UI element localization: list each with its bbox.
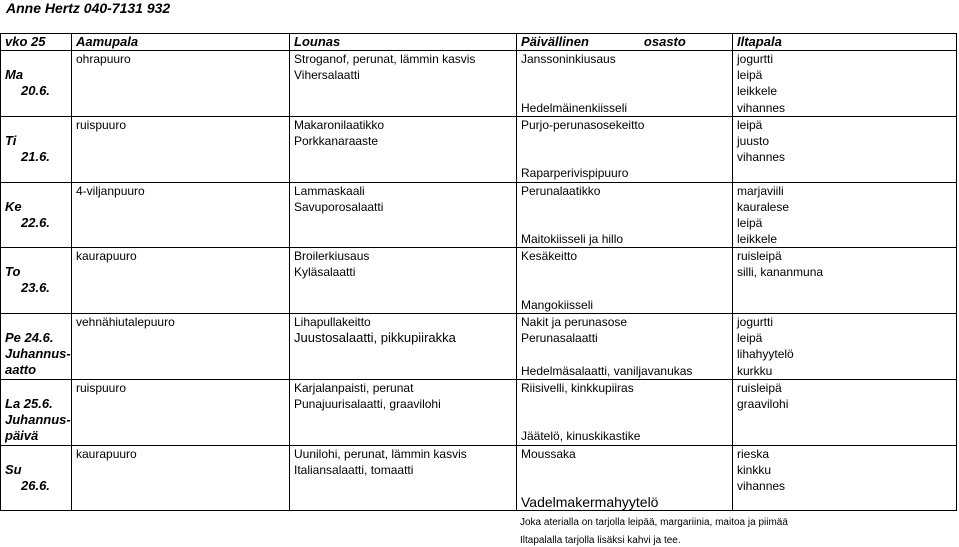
lunch-item [294,478,516,494]
day-row [1,182,957,248]
dinner-item [521,133,732,149]
evening-item: vihannes [737,100,786,115]
dinner-item: Vadelmakermahyytelö [521,494,659,511]
lunch-item: Porkkanaraaste [294,133,379,148]
day-label: Ma [5,67,24,82]
dinner-item [521,462,732,478]
lunch-item: Kyläsalaatti [294,265,356,280]
lunch-cell [290,379,517,445]
breakfast-cell [72,182,290,248]
breakfast-item: kaurapuuro [76,446,137,461]
evening-item: rieska [737,446,770,461]
page-title: Anne Hertz 040-7131 932 [6,0,171,16]
dinner-item: Maitokiisseli ja hillo [521,232,624,247]
lunch-item [294,363,516,379]
breakfast-item [76,281,289,297]
lunch-item [294,215,516,231]
evening-cell [733,379,957,445]
lunch-header: Lounas [290,34,517,51]
breakfast-item [76,478,289,494]
breakfast-item [76,215,289,231]
day-row [1,116,957,182]
evening-header: Iltapala [733,34,957,51]
lunch-item: Uunilohi, perunat, lämmin kasvis [294,446,467,461]
breakfast-item [76,363,289,379]
evening-item: leikkele [737,84,778,99]
date-label: 20.6. [21,83,50,98]
breakfast-item [76,67,289,83]
dinner-item: Hedelmäsalaatti, vaniljavanukas [521,363,693,378]
lunch-item [294,165,516,181]
day-row [1,445,957,511]
holiday-label-cont: päivä [5,427,39,443]
evening-cell [733,116,957,182]
day-cell [1,51,72,117]
day-label: Su [5,461,22,477]
day-label: La 25.6. [5,395,53,411]
evening-item: jogurtti [737,52,774,66]
lunch-cell [290,116,517,182]
evening-item: leipä [737,117,763,132]
dinner-item: Moussaka [521,446,576,461]
breakfast-item [76,83,289,99]
day-cell [1,445,72,511]
header-row [1,34,957,51]
day-row [1,314,957,380]
evening-item: marjaviili [737,183,784,198]
evening-item: jogurtti [737,315,774,329]
lunch-item [294,428,516,444]
lunch-cell [290,445,517,511]
lunch-item [294,412,516,428]
day-cell [1,379,72,445]
breakfast-item [76,165,289,181]
date-label: 26.6. [21,477,50,493]
dinner-cell [517,51,733,117]
evening-item [737,412,956,428]
dinner-cell [517,379,733,445]
day-row [1,379,957,445]
evening-item: kurkku [737,363,773,378]
lunch-item: Juustosalaatti, pikkupiirakka [294,330,456,346]
breakfast-item [76,412,289,428]
evening-item [737,165,956,181]
evening-item [737,297,956,313]
day-label: To [5,264,21,280]
lunch-cell [290,182,517,248]
day-row [1,248,957,314]
lunch-item: Lihapullakeitto [294,315,371,329]
holiday-label-cont: aatto [5,362,37,377]
lunch-cell [290,248,517,314]
dinner-item [521,346,732,362]
evening-item [737,281,956,297]
dinner-cell [517,445,733,511]
evening-cell [733,182,957,248]
dinner-item: Jäätelö, kinuskikastike [521,429,641,444]
lunch-cell [290,314,517,380]
dinner-item: Perunalaatikko [521,183,601,198]
dinner-cell [517,116,733,182]
lunch-item: Karjalanpaisti, perunat [294,380,414,395]
breakfast-item [76,428,289,444]
evening-item: kauralese [737,199,790,214]
breakfast-header: Aamupala [72,34,290,51]
dinner-cell [517,314,733,380]
lunch-item: Savuporosalaatti [294,199,384,214]
date-label: 23.6. [21,280,50,296]
evening-item: leikkele [737,232,778,247]
lunch-item [294,494,516,510]
evening-item: silli, kananmuna [737,265,824,280]
evening-item [737,428,956,444]
breakfast-item [76,149,289,165]
breakfast-item: vehnähiutalepuuro [76,315,175,329]
lunch-item: Vihersalaatti [294,68,360,83]
date-label: 21.6. [21,148,50,164]
day-cell [1,182,72,248]
lunch-item: Broilerkiusaus [294,249,370,264]
breakfast-item: ruispuuro [76,380,127,395]
lunch-cell [290,51,517,117]
breakfast-item [76,330,289,346]
lunch-item [294,149,516,165]
dinner-item [521,478,732,494]
date-label: 22.6. [21,214,50,230]
breakfast-item [76,231,289,247]
breakfast-cell [72,314,290,380]
dinner-item: Purjo-perunasosekeitto [521,117,645,132]
lunch-item [294,297,516,313]
day-cell [1,248,72,314]
dinner-label: Päivällinen [521,34,589,49]
lunch-item [294,346,516,362]
breakfast-cell [72,248,290,314]
dinner-item [521,281,732,297]
lunch-item [294,231,516,247]
evening-item: vihannes [737,150,786,165]
week-header: vko 25 [1,34,72,51]
evening-item: vihannes [737,478,786,493]
breakfast-cell [72,445,290,511]
evening-item: lihahyytelö [737,347,794,362]
dinner-item: Perunasalaatti [521,331,598,346]
breakfast-item [76,133,289,149]
lunch-item: Makaronilaatikko [294,117,385,132]
breakfast-item: 4-viljanpuuro [76,183,145,198]
dinner-item [521,83,732,99]
breakfast-item [76,264,289,280]
lunch-item [294,83,516,99]
breakfast-item: ohrapuuro [76,52,131,66]
evening-item: leipä [737,68,763,83]
footer-note-2: Iltapalalla tarjolla lisäksi kahvi ja tee. [520,535,681,546]
dinner-cell [517,248,733,314]
evening-item: graavilohi [737,396,789,411]
evening-item: ruisleipä [737,380,782,395]
dinner-item [521,396,732,412]
evening-item: kinkku [737,462,772,477]
dinner-item [521,215,732,231]
dinner-item: Hedelmäinenkiisseli [521,100,628,115]
lunch-item: Lammaskaali [294,183,365,198]
menu-table [0,33,957,511]
day-row [1,51,957,117]
lunch-item: Punajuurisalaatti, graavilohi [294,396,441,411]
breakfast-item [76,396,289,412]
dinner-item: Riisivelli, kinkkupiiras [521,380,634,395]
dinner-item [521,149,732,165]
lunch-item: Italiansalaatti, tomaatti [294,462,414,477]
evening-cell [733,51,957,117]
evening-cell [733,248,957,314]
breakfast-item [76,346,289,362]
evening-cell [733,445,957,511]
breakfast-item: ruispuuro [76,117,127,132]
dinner-item: Kesäkeitto [521,249,578,264]
breakfast-item [76,462,289,478]
dinner-item [521,264,732,280]
day-cell [1,314,72,380]
dinner-item [521,412,732,428]
lunch-item [294,100,516,116]
breakfast-cell [72,379,290,445]
evening-cell [733,314,957,380]
dinner-item: Janssoninkiusaus [521,52,616,66]
dinner-dept-label: osasto [643,34,686,49]
dinner-cell [517,182,733,248]
dinner-item: Nakit ja perunasose [521,315,628,329]
lunch-item [294,281,516,297]
breakfast-cell [72,116,290,182]
dinner-item: Mangokiisseli [521,297,594,312]
breakfast-item [76,297,289,313]
evening-item [737,494,956,510]
evening-item: juusto [737,133,770,148]
dinner-item [521,67,732,83]
footer-note-1: Joka aterialla on tarjolla leipää, margariinia, maitoa ja piimää [520,517,788,528]
holiday-label: Juhannus- [5,411,71,427]
breakfast-item [76,199,289,215]
day-label: Ke [5,198,22,214]
evening-item: ruisleipä [737,249,782,264]
breakfast-cell [72,51,290,117]
day-cell [1,116,72,182]
breakfast-item [76,494,289,510]
day-label: Pe 24.6. [5,330,54,345]
evening-item: leipä [737,215,763,230]
day-label: Ti [5,132,17,148]
dinner-header [517,34,733,51]
breakfast-item: kaurapuuro [76,249,137,264]
holiday-label: Juhannus- [5,346,71,361]
dinner-item [521,199,732,215]
lunch-item: Stroganof, perunat, lämmin kasvis [294,52,476,66]
breakfast-item [76,100,289,116]
evening-item: leipä [737,331,763,346]
dinner-item: Raparperivispipuuro [521,166,629,181]
